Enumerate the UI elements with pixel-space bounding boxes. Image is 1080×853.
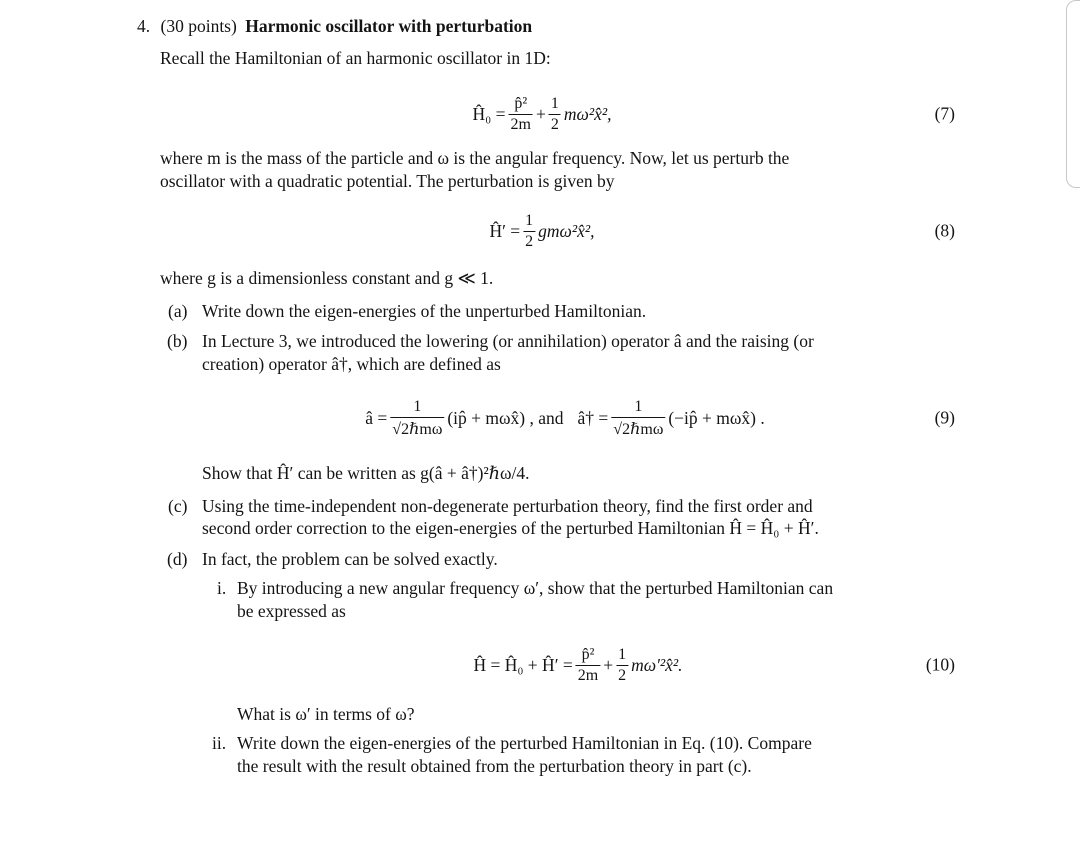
eq9-den-a: √2ℏmω	[390, 417, 444, 439]
part-d-label: (d)	[167, 549, 188, 569]
eq9-label: (9)	[934, 407, 955, 428]
eq10-lhs: Ĥ = Ĥ₀ + Ĥ′ =	[473, 654, 573, 675]
part-d-text: In fact, the problem can be solved exactly.	[202, 549, 498, 569]
part-b-label: (b)	[167, 331, 188, 351]
eq8-lhs: Ĥ′ =	[489, 220, 521, 241]
eq9-num-a: 1	[413, 397, 422, 415]
eq7-den2: 2	[550, 115, 559, 133]
eq9-den-ad: √2ℏmω	[611, 417, 665, 439]
equation-10	[160, 633, 955, 697]
eq9-a-lhs: â =	[365, 407, 388, 428]
problem-title: Harmonic oscillator with perturbation	[245, 16, 533, 36]
part-c-text2: second order correction to the eigen-energies of the perturbed Hamiltonian Ĥ = Ĥ₀ + Ĥ′.	[202, 518, 819, 538]
eq7-num2: 1	[550, 94, 559, 112]
eq10-tail: mω′²x̂².	[631, 654, 683, 675]
eq10-num1: p̂²	[581, 645, 595, 663]
text-after-eq7: where m is the mass of the particle and ω is the angular frequency. Now, let us perturb the	[160, 148, 790, 168]
eq7-plus: +	[535, 103, 546, 124]
side-panel-edge[interactable]	[1066, 0, 1080, 188]
equation-9	[160, 386, 955, 450]
text-after-eq7-line2: oscillator with a quadratic potential. The perturbation is given by	[160, 171, 615, 191]
eq9-frac-ad	[611, 398, 665, 439]
problem-number: 4.	[137, 16, 151, 36]
eq7-frac2	[549, 95, 561, 134]
eq8-tail: gmω²x̂²,	[538, 220, 595, 241]
part-d-ii-text2: the result with the result obtained from the perturbation theory in part (c).	[237, 756, 752, 776]
eq9-frac-a	[390, 398, 444, 439]
eq10-num2: 1	[618, 645, 627, 663]
problem-heading	[137, 16, 532, 37]
eq7-lhs: Ĥ₀ =	[472, 103, 506, 124]
part-d-i-label: i.	[217, 578, 227, 598]
eq7-label: (7)	[934, 103, 955, 124]
eq9-num-ad: 1	[634, 397, 643, 415]
part-b-text1: In Lecture 3, we introduced the lowering (or annihilation) operator â and the raising (or	[202, 331, 814, 351]
eq8-frac	[523, 212, 535, 251]
problem-points: (30 points)	[160, 16, 237, 36]
part-a-label: (a)	[168, 301, 188, 321]
eq10-label: (10)	[925, 654, 955, 675]
part-d-i-text2: be expressed as	[237, 601, 346, 621]
eq10-frac2	[616, 646, 628, 685]
text-after-eq8: where g is a dimensionless constant and g ≪ 1.	[160, 268, 494, 288]
eq8-num: 1	[525, 211, 534, 229]
eq10-frac1	[576, 646, 600, 685]
eq9-ad-lhs: â† =	[577, 407, 609, 428]
eq10-den2: 2	[618, 666, 627, 684]
part-c-text1: Using the time-independent non-degenerate perturbation theory, find the first order and	[202, 496, 813, 516]
eq9-a-paren: (ip̂ + mωx̂) , and	[447, 407, 564, 428]
eq9-ad-paren: (−ip̂ + mωx̂) .	[668, 407, 765, 428]
part-b-text2: creation) operator â†, which are defined as	[202, 354, 501, 374]
part-c-label: (c)	[168, 496, 188, 516]
part-d-i-after: What is ω′ in terms of ω?	[237, 704, 415, 724]
eq8-label: (8)	[934, 220, 955, 241]
eq7-den1: 2m	[510, 115, 531, 133]
equation-7	[160, 82, 955, 146]
equation-8	[160, 199, 955, 263]
intro-text: Recall the Hamiltonian of an harmonic oscillator in 1D:	[160, 48, 551, 68]
eq10-den1: 2m	[577, 666, 599, 684]
part-d-ii-text1: Write down the eigen-energies of the perturbed Hamiltonian in Eq. (10). Compare	[237, 733, 812, 753]
eq7-num1: p̂²	[514, 94, 528, 112]
part-b-show: Show that Ĥ′ can be written as g(â + â†)²ℏω/4.	[202, 463, 530, 483]
eq10-plus: +	[603, 654, 614, 675]
part-a-text: Write down the eigen-energies of the unperturbed Hamiltonian.	[202, 301, 647, 321]
eq7-frac1	[509, 95, 533, 134]
part-d-ii-label: ii.	[212, 733, 227, 753]
eq7-tail: mω²x̂²,	[563, 103, 612, 124]
part-d-i-text1: By introducing a new angular frequency ω′, show that the perturbed Hamiltonian can	[237, 578, 834, 598]
eq8-den: 2	[525, 232, 534, 250]
